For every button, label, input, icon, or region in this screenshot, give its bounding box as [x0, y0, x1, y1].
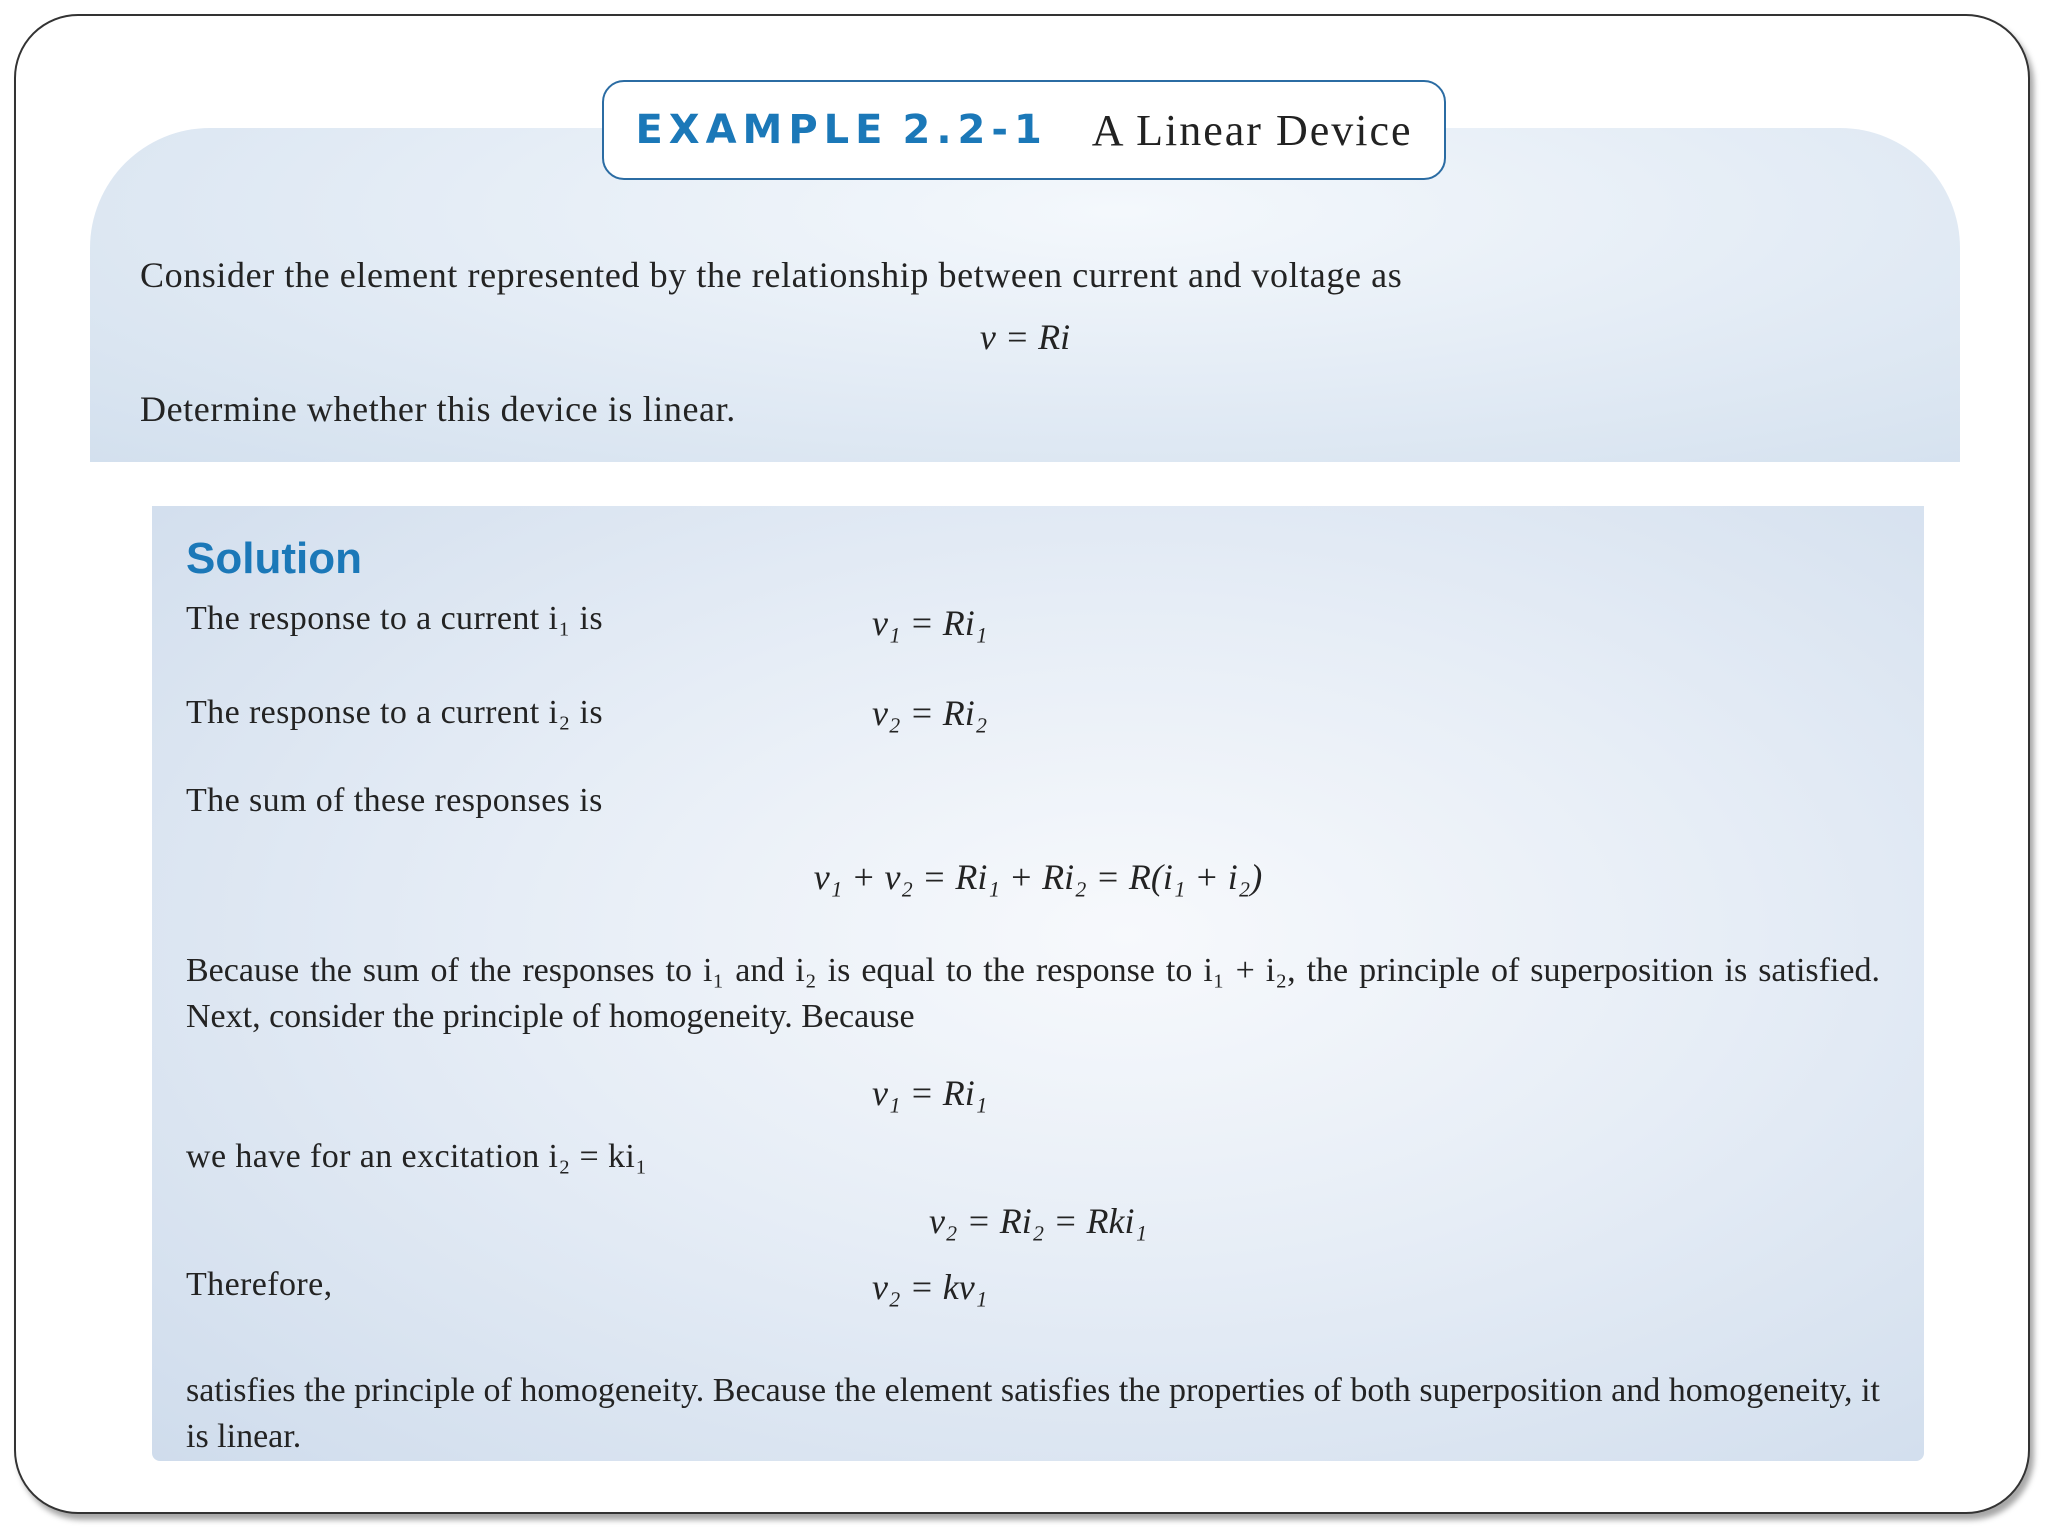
solution-panel: [152, 506, 1924, 1461]
response-i1-equation: v₁ = Ri₁: [872, 603, 988, 643]
example-title-box: [602, 80, 1446, 180]
example-label: EXAMPLE: [635, 107, 889, 153]
homogeneity-paragraph: satisfies the principle of homogeneity. Because the element satisfies the properties of both superposition and homogeneity, it is linear.: [186, 1372, 1880, 1455]
excitation-text: we have for an excitation i₂ = ki₁: [186, 1138, 648, 1175]
problem-question: Determine whether this device is linear.: [140, 389, 736, 429]
example-number: 2.2-1: [902, 107, 1048, 153]
homogeneity-v1-equation: v₁ = Ri₁: [872, 1073, 988, 1113]
sum-equation: v₁ + v₂ = Ri₁ + Ri₂ = R(i₁ + i₂): [813, 857, 1263, 897]
solution-heading: Solution: [186, 534, 362, 583]
response-i1-text: The response to a current i₁ is: [186, 600, 604, 637]
response-i2-equation: v₂ = Ri₂: [872, 693, 988, 733]
v2-expanded-equation: v₂ = Ri₂ = Rki₁: [928, 1201, 1148, 1241]
superposition-paragraph: Because the sum of the responses to i₁ and i₂ is equal to the response to i₁ + i₂, the principle of superposition is satisfied. Next, consider the principle of homogeneity. Because: [186, 952, 1880, 1035]
example-title: A Linear Device: [1091, 105, 1413, 155]
problem-intro: Consider the element represented by the relationship between current and voltage as: [140, 255, 1403, 295]
sum-text: The sum of these responses is: [186, 782, 603, 819]
slide-frame: [14, 14, 2030, 1514]
v2-final-equation: v₂ = kv₁: [872, 1267, 988, 1307]
therefore-text: Therefore,: [186, 1266, 333, 1303]
response-i2-text: The response to a current i₂ is: [186, 694, 604, 731]
problem-equation: v = Ri: [979, 317, 1071, 357]
